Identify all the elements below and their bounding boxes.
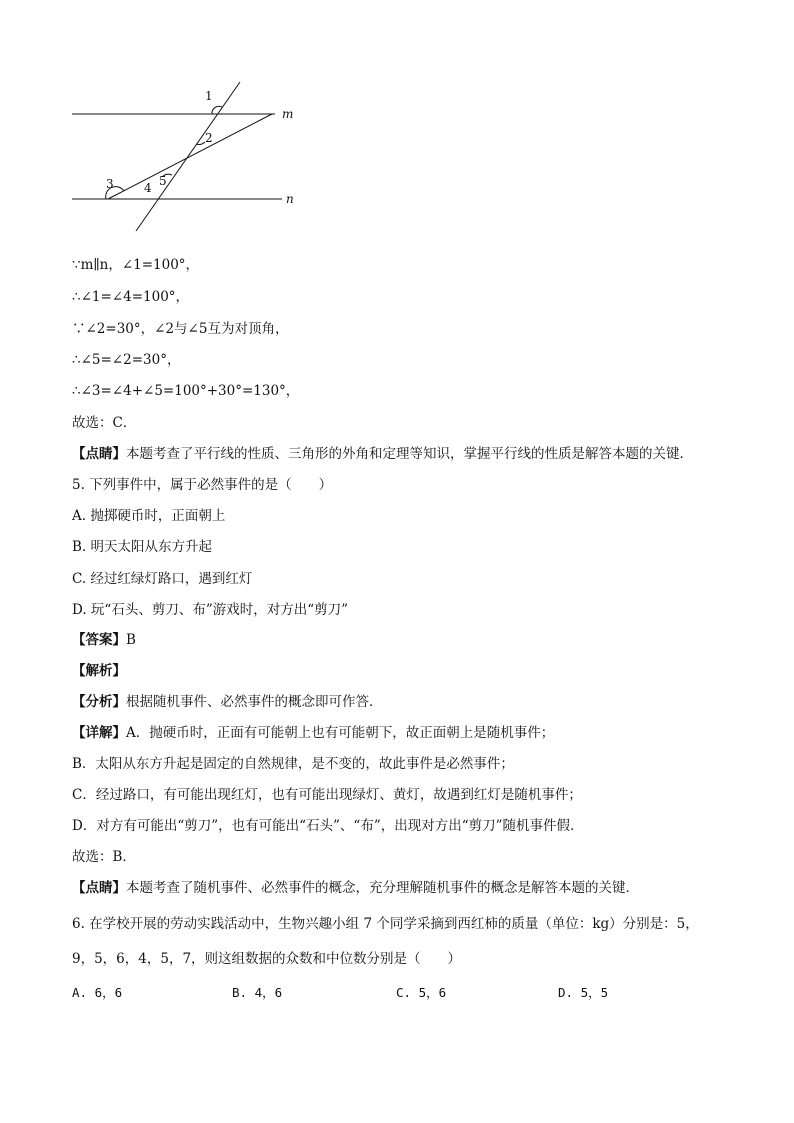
fenxi-tag: 【分析】 <box>72 694 126 710</box>
question5-option-d: D. 玩“石头、剪刀、布”游戏时，对方出“剪刀” <box>72 602 349 618</box>
solution4-comment <box>72 444 693 464</box>
solution4-step2: ∴∠1=∠4=100°， <box>72 289 190 305</box>
question5-stem: 5. 下列事件中，属于必然事件的是（ ） <box>72 477 333 493</box>
question6-option-a: A. 6，6 <box>72 985 123 1000</box>
question5-answer <box>72 630 136 650</box>
transversal-1 <box>136 82 240 231</box>
comment-text: 本题考查了平行线的性质、三角形的外角和定理等知识，掌握平行线的性质是解答本题的关键． <box>126 446 693 462</box>
question6-option-d: D. 5，5 <box>558 985 609 1000</box>
question5-fenxi <box>72 692 383 712</box>
angle-3-label: 3 <box>106 177 114 191</box>
question5-detail-d: D．对方有可能出“剪刀”，也有可能出“石头”、“布”，出现对方出“剪刀”随机事件假． <box>72 818 584 834</box>
stem-part-a: 6. 在学校开展的劳动实践活动中，生物兴趣小组 7 个同学采摘到西红柿的质量（单位： <box>72 916 593 932</box>
comment-tag: 【点睛】 <box>72 880 126 896</box>
stem-unit: kg <box>592 916 610 932</box>
transversal-2 <box>108 114 272 199</box>
detail-a-text: A．抛硬币时，正面有可能朝上也有可能朝下，故正面朝上是随机事件； <box>126 725 555 741</box>
question6-options <box>72 983 692 1003</box>
question5-detail-c: C．经过路口，有可能出现红灯，也有可能出现绿灯、黄灯，故遇到红灯是随机事件； <box>72 787 582 803</box>
comment-tag: 【点睛】 <box>72 446 126 462</box>
answer-tag: 【答案】 <box>72 632 126 648</box>
question6-option-b: B. 4，6 <box>232 985 283 1000</box>
solution4-step1: ∵m∥n，∠1=100°， <box>72 257 200 273</box>
question6-stem-line2: 9，5，6，4，5，7，则这组数据的众数和中位数分别是（ ） <box>72 951 462 967</box>
angle-5-label: 5 <box>159 174 167 188</box>
question5-detail-b: B．太阳从东方升起是固定的自然规律，是不变的，故此事件是必然事件； <box>72 756 514 772</box>
question5-choice: 故选：B． <box>72 849 136 865</box>
question6-option-c: C. 5，6 <box>396 985 447 1000</box>
question5-comment <box>72 878 639 898</box>
angle-1-label: 1 <box>205 89 213 103</box>
figure-svg <box>60 78 310 238</box>
solution4-step5: ∴∠3=∠4+∠5=100°+30°=130°， <box>72 383 300 399</box>
stem-part-b: ）分别是：5， <box>609 916 699 932</box>
solution4-choice: 故选：C． <box>72 415 137 431</box>
solution4-step4: ∴∠5=∠2=30°， <box>72 352 181 368</box>
question5-option-b: B. 明天太阳从东方升起 <box>72 539 213 555</box>
question5-option-c: C. 经过红绿灯路口，遇到红灯 <box>72 571 253 587</box>
angle-2-label: 2 <box>205 131 213 145</box>
solution4-step3: ∵∠2=30°，∠2与∠5互为对顶角， <box>72 321 289 337</box>
question5-option-a: A. 抛掷硬币时，正面朝上 <box>72 508 226 524</box>
parallel-lines-figure <box>60 78 310 238</box>
comment-text: 本题考查了随机事件、必然事件的概念，充分理解随机事件的概念是解答本题的关键． <box>126 880 639 896</box>
xiangjie-tag: 【详解】 <box>72 725 126 741</box>
question6-stem-line1 <box>72 914 699 934</box>
angle-4-label: 4 <box>144 181 152 195</box>
question5-detail-a <box>72 723 554 743</box>
line-n-label: n <box>286 192 294 206</box>
answer-value: B <box>126 632 136 648</box>
question5-analysis-tag: 【解析】 <box>72 663 126 679</box>
line-m-label: m <box>282 107 294 121</box>
fenxi-text: 根据随机事件、必然事件的概念即可作答． <box>126 694 383 710</box>
